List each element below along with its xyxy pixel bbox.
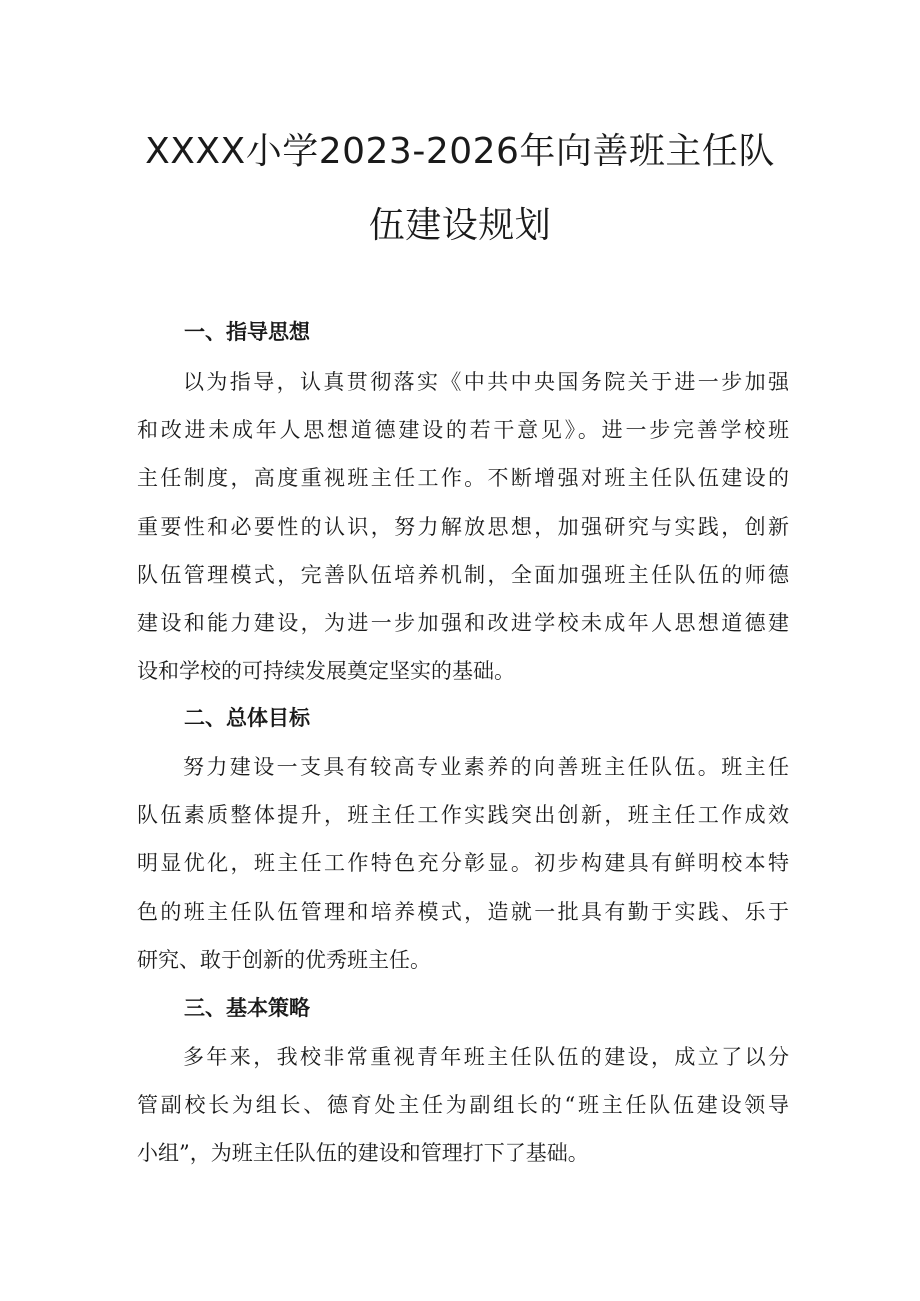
paragraph-line: 多年来，我校非常重视青年班主任队伍的建设，成立了以分: [183, 1045, 789, 1069]
paragraph-line: 队伍管理模式，完善队伍培养机制，全面加强班主任队伍的师德: [137, 562, 789, 587]
paragraph-line: 努力建设一支具有较高专业素养的向善班主任队伍。班主任: [183, 755, 789, 779]
paragraph-line: 以为指导，认真贯彻落实《中共中央国务院关于进一步加强: [183, 370, 789, 394]
paragraph-line: 建设和能力建设，为进一步加强和改进学校未成年人思想道德建: [137, 610, 789, 635]
paragraph-line: 研究、敢于创新的优秀班主任。: [137, 947, 431, 972]
section-heading-basic-strategy: 三、基本策略: [184, 996, 310, 1020]
section-paragraph-basic-strategy: [137, 1033, 789, 1178]
paragraph-line: 和改进未成年人思想道德建设的若干意见》。进一步完善学校班: [137, 418, 789, 443]
paragraph-line: 明显优化，班主任工作特色充分彰显。初步构建具有鲜明校本特: [137, 851, 789, 876]
document-title-line-1: XXXX小学2023-2026年向善班主任队: [145, 131, 775, 172]
paragraph-line: 小组”，为班主任队伍的建设和管理打下了基础。: [137, 1141, 589, 1166]
paragraph-line: 队伍素质整体提升，班主任工作实践突出创新，班主任工作成效: [137, 803, 789, 828]
document-title-line-2: 伍建设规划: [368, 205, 552, 246]
paragraph-line: 管副校长为组长、德育处主任为副组长的“班主任队伍建设领导: [137, 1093, 789, 1118]
paragraph-line: 色的班主任队伍管理和培养模式，造就一批具有勤于实践、乐于: [137, 899, 789, 924]
paragraph-line: 主任制度，高度重视班主任工作。不断增强对班主任队伍建设的: [137, 466, 789, 491]
section-paragraph-overall-goal: [137, 743, 789, 984]
section-heading-guiding-ideology: 一、指导思想: [184, 320, 310, 344]
paragraph-line: 重要性和必要性的认识，努力解放思想，加强研究与实践，创新: [137, 514, 789, 539]
paragraph-line: 设和学校的可持续发展奠定坚实的基础。: [137, 659, 515, 684]
section-heading-overall-goal: 二、总体目标: [184, 706, 310, 730]
section-paragraph-guiding-ideology: [137, 358, 789, 695]
